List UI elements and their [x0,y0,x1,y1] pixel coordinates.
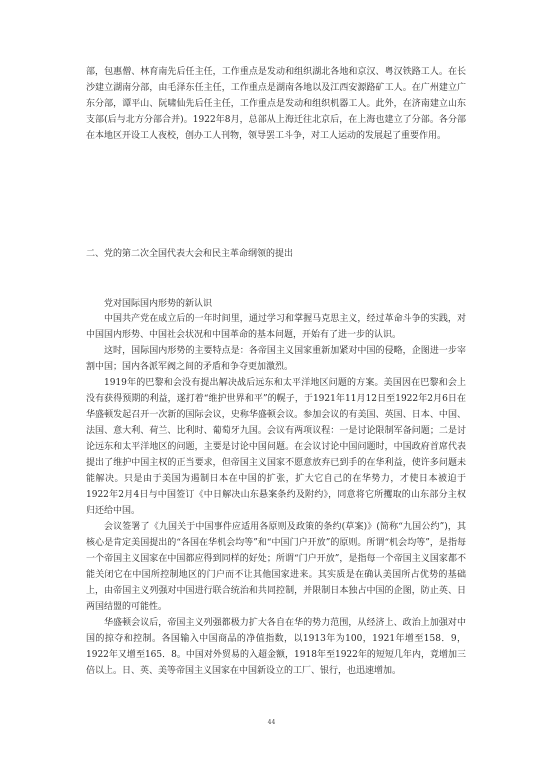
paragraph: 1919年的巴黎和会没有提出解决战后远东和太平洋地区问题的方案。美国因在巴黎和会上没有获得预期的利益，遂打着“维护世界和平”的幌子，于1921年11月12日至1922年2月6日在华盛顿发起召开一次新的国际会议，史称华盛顿会议。参加会议的有美国、英国、日本、中国、法国、意大利、荷兰、比利时、葡萄牙九国。会议有两项议程：一是讨论限制军备问题；二是讨论远东和太平洋地区的问题，主要是讨论中国问题。在会议讨论中国问题时，中国政府首席代表提出了维护中国主权的正当要求，但帝国主义国家不愿意放弃已到手的在华利益，使许多问题未能解决。只是由于美国为遏制日本在中国的扩张，扩大它自己的在华势力，才使日本被迫于1922年2月4日与中国签订《中日解决山东悬案条约及附约》，同意将它所攫取的山东部分主权归还给中国。 [86,378,466,516]
intro-paragraph: 部，包惠僧、林育南先后任主任，工作重点是发动和组织湖北各地和京汉、粤汉铁路工人。在长沙建立湖南分部，由毛泽东任主任，工作重点是湖南各地以及江西安源路矿工人。在广州建立广东分部，谭平山、阮啸仙先后任主任，工作重点是发动和组织机器工人。此外，在济南建立山东支部(后与北方分部合并)。1922年8月，总部从上海迁往北京后，在上海也建立了分部。各分部在本地区开设工人夜校，创办工人刊物，领导罢工斗争，对工人运动的发展起了重要作用。 [86,67,466,141]
section-heading: 二、党的第二次全国代表大会和民主革命纲领的提出 [86,249,294,259]
page-number: 44 [267,719,276,726]
paragraph: 这时，国际国内形势的主要特点是：各帝国主义国家重新加紧对中国的侵略，企图进一步宰割中国；国内各派军阀之间的矛盾和争夺更加激烈。 [86,346,466,372]
subsection-heading: 党对国际国内形势的新认识 [104,299,213,309]
intro-text-block [86,64,466,144]
paragraph: 会议签署了《九国关于中国事件应适用各原则及政策的条约(草案)》(简称“九国公约”)，其核心是肯定美国提出的“各国在华机会均等”和“中国门户开放”的原则。所谓“机会均等”，是指每一个帝国主义国家在中国都应得到同样的好处；所谓“门户开放”，是指每一个帝国主义国家都不能关闭它在中国所控制地区的门户而不让其他国家进来。其实质是在确认美国所占优势的基础上，由帝国主义列强对中国进行联合统治和共同控制，并限制日本独占中国的企图，防止英、日两国结盟的可能性。 [86,522,466,612]
body-text-block [86,311,466,679]
paragraph: 中国共产党在成立后的一年时间里，通过学习和掌握马克思主义，经过革命斗争的实践，对中国国内形势、中国社会状况和中国革命的基本问题，开始有了进一步的认识。 [86,314,466,340]
paragraph: 华盛顿会议后，帝国主义列强都极力扩大各自在华的势力范围，从经济上、政治上加强对中国的掠夺和控制。各国输入中国商品的净值指数，以1913年为100，1921年增至158．9，1922年又增至165．8。中国对外贸易的入超金额，1918年至1922年的短短几年内，竟增加三倍以上。日、英、美等帝国主义国家在中国新设立的工厂、银行，也迅速增加。 [86,618,466,676]
